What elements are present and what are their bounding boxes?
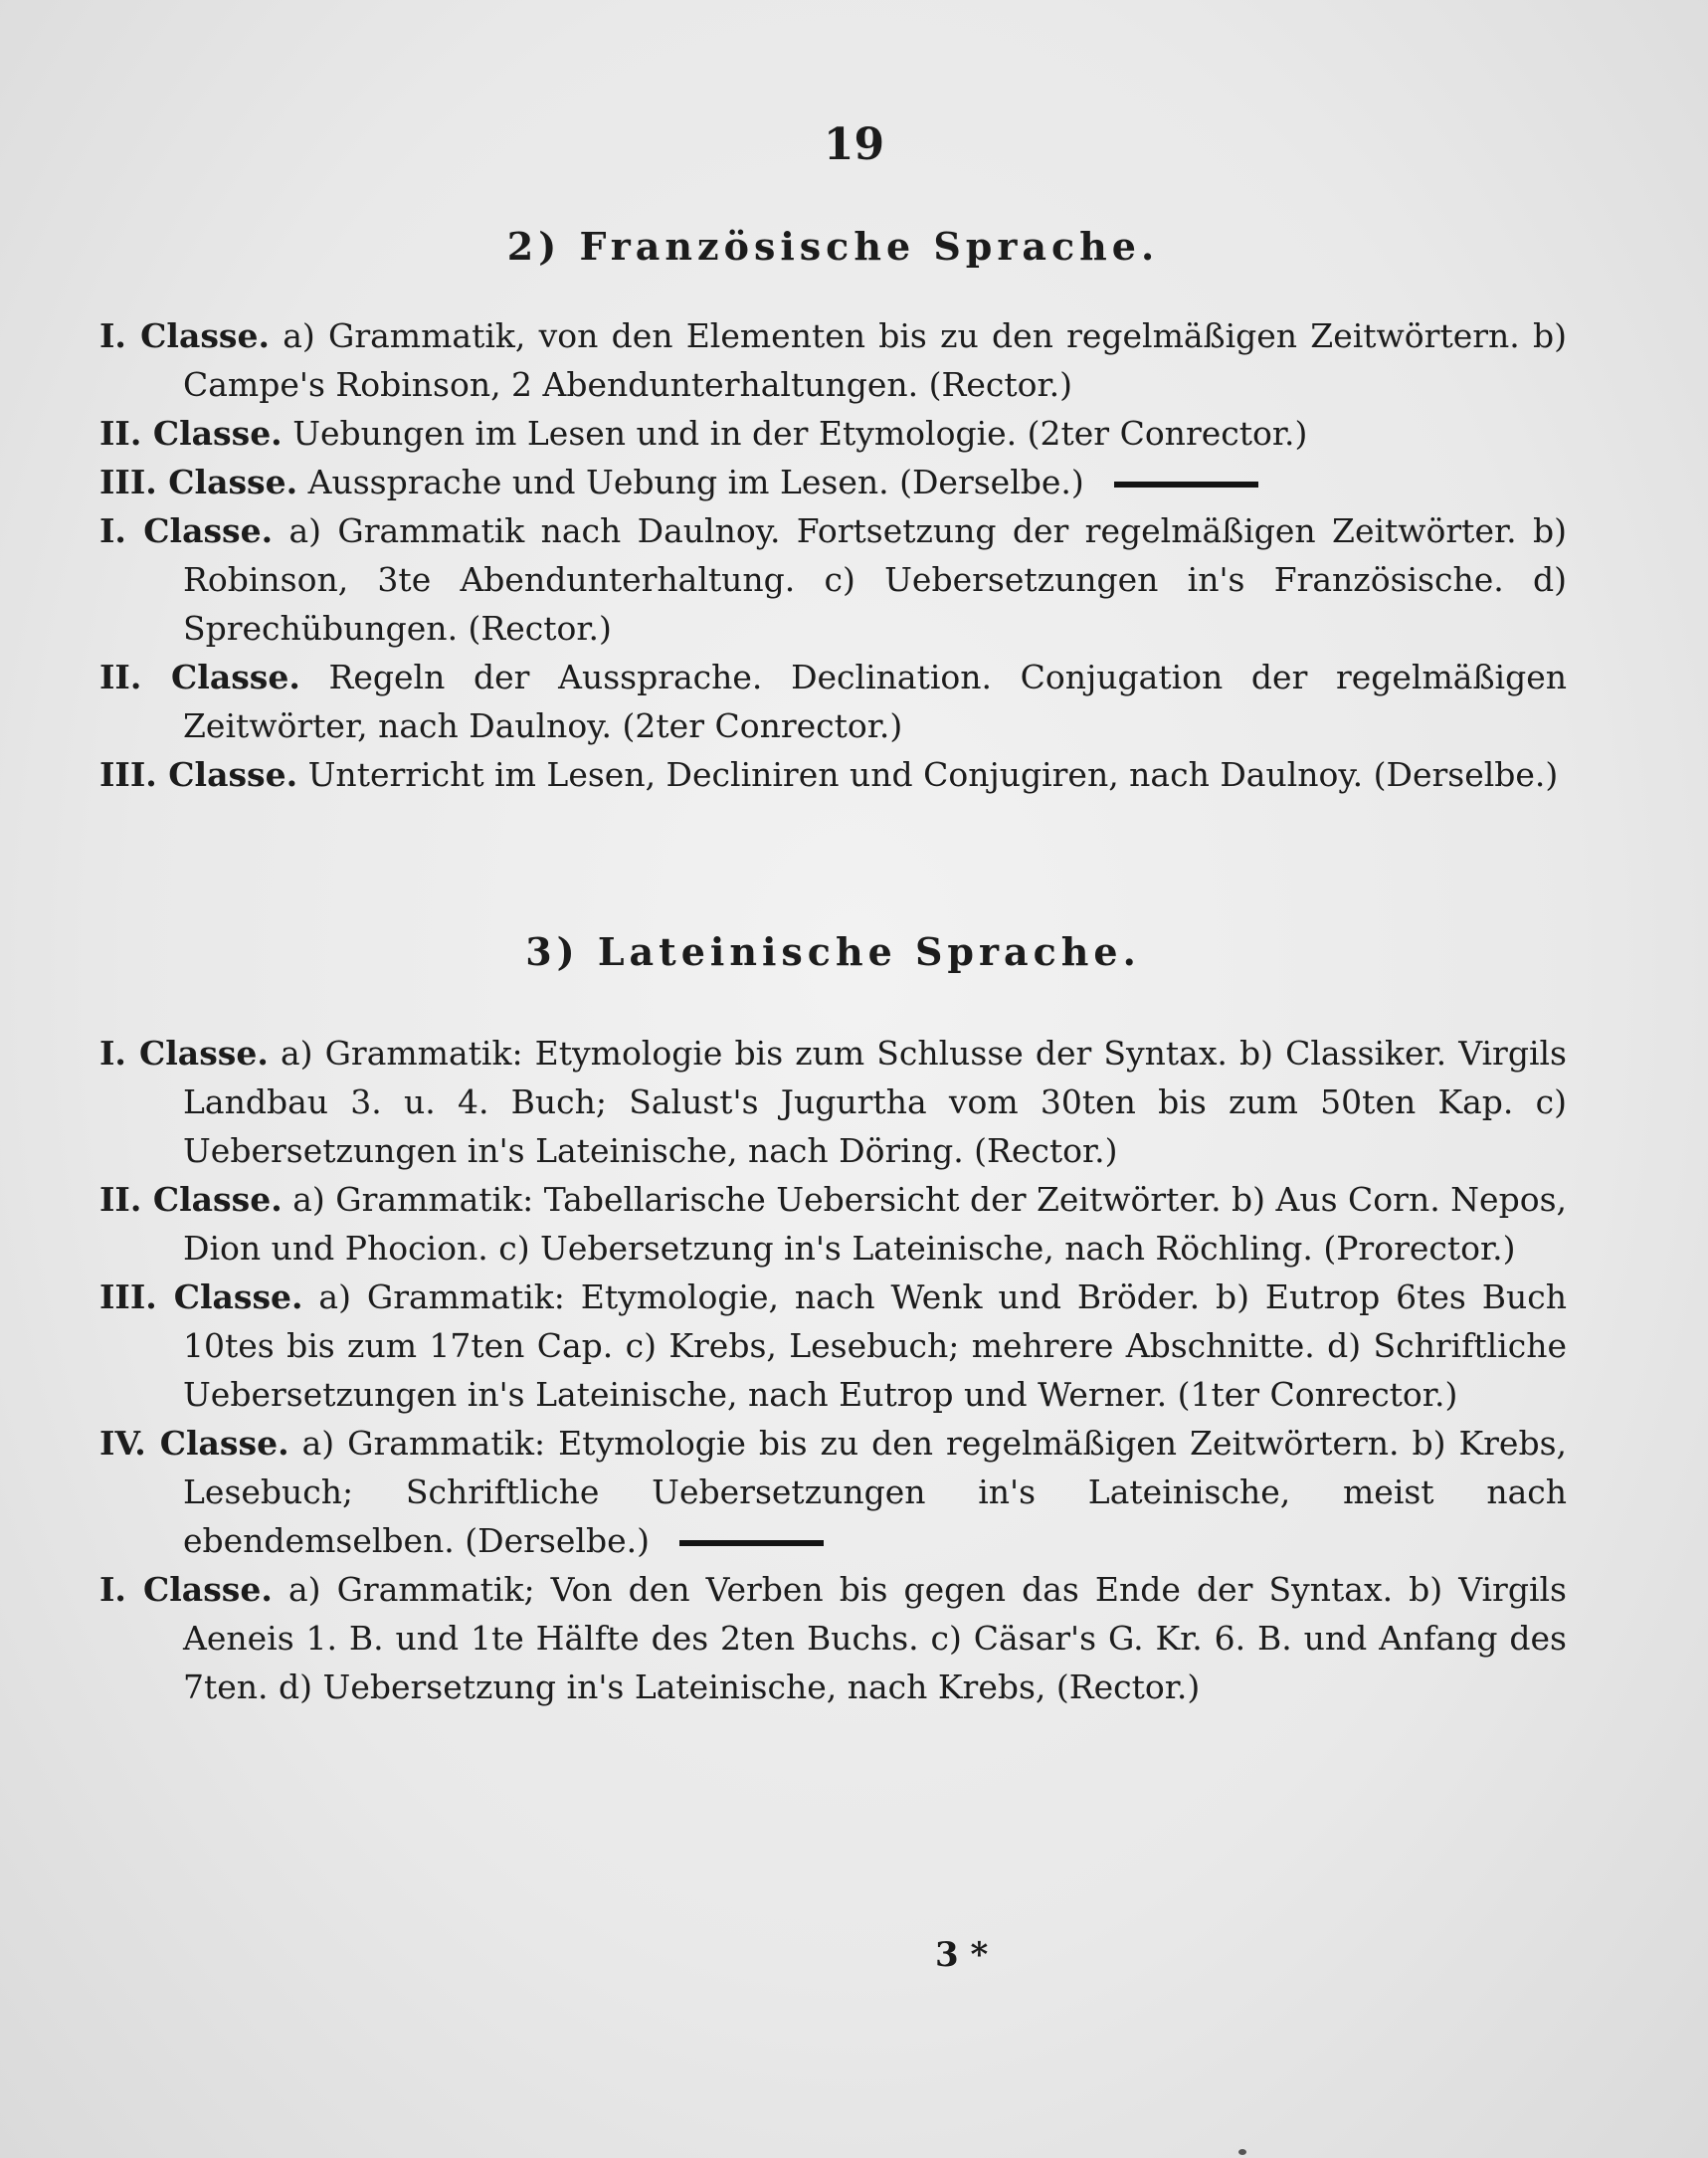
class-label: II. Classe. [99,658,300,696]
section-title-french: 2) Französische Sprache. [506,224,1160,269]
page-number: 19 [823,119,885,170]
entry-text: a) Grammatik: Tabellarische Uebersicht der Zeitwörter. b) Aus Corn. Nepos, Dion und Phocion. c) Uebersetzung in's Lateinische, nach Röchling. (Prorector.) [183,1180,1567,1268]
class-label: II. Classe. [99,414,283,453]
class-label: I. Classe. [99,1034,269,1073]
entry-french-4 [99,506,1567,653]
class-label: I. Classe. [99,1570,273,1609]
class-label: II. Classe. [99,1180,283,1219]
entry-text: a) Grammatik, von den Elementen bis zu den regelmäßigen Zeitwörtern. b) Campe's Robinson, 2 Abendunterhaltungen. (Rector.) [183,316,1567,404]
class-label: IV. Classe. [99,1424,289,1463]
class-label: III. Classe. [99,1277,303,1316]
separator-rule [679,1540,824,1546]
french-entries [99,311,1567,799]
section-latin [99,929,1567,974]
class-label: I. Classe. [99,511,274,550]
entry-text: a) Grammatik nach Daulnoy. Fortsetzung der regelmäßigen Zeitwörter. b) Robinson, 3te Abendunterhaltung. c) Uebersetzungen in's Französische. d) Sprechübungen. (Rector.) [183,511,1567,648]
entry-text: Unterricht im Lesen, Decliniren und Conjugiren, nach Daulnoy. (Derselbe.) [307,755,1559,794]
section-title-latin: 3) Lateinische Sprache. [525,929,1141,974]
entry-latin-3 [99,1273,1567,1419]
entry-text: a) Grammatik: Etymologie bis zum Schlusse der Syntax. b) Classiker. Virgils Landbau 3. u. 4. Buch; Salust's Jugurtha vom 30ten bis zum 50ten Kap. c) Uebersetzungen in's Lateinische, nach Döring. (Rector.) [183,1034,1567,1170]
class-label: III. Classe. [99,755,298,794]
section-french [99,224,1567,269]
entry-text: a) Grammatik; Von den Verben bis gegen das Ende der Syntax. b) Virgils Aeneis 1. B. und 1te Hälfte des 2ten Buchs. c) Cäsar's G. Kr. 6. B. und Anfang des 7ten. d) Uebersetzung in's Lateinische, nach Krebs, (Rector.) [183,1570,1567,1706]
entry-latin-1 [99,1029,1567,1175]
entry-french-3 [99,458,1567,506]
separator-rule [1114,482,1258,488]
entry-latin-4 [99,1419,1567,1565]
entry-text: a) Grammatik: Etymologie bis zu den regelmäßigen Zeitwörtern. b) Krebs, Lesebuch; Schriftliche Uebersetzungen in's Lateinische, meist nach ebendemselben. (Derselbe.) [183,1424,1567,1560]
printer-signature: 3 * [935,1935,989,1975]
entry-text: Regeln der Aussprache. Declination. Conjugation der regelmäßigen Zeitwörter, nach Daulnoy. (2ter Conrector.) [183,658,1567,745]
class-label: I. Classe. [99,316,270,355]
entry-french-1 [99,311,1567,409]
entry-latin-5 [99,1565,1567,1711]
class-label: III. Classe. [99,463,298,501]
entry-text: a) Grammatik: Etymologie, nach Wenk und Bröder. b) Eutrop 6tes Buch 10tes bis zum 17ten Cap. c) Krebs, Lesebuch; mehrere Abschnitte. d) Schriftliche Uebersetzungen in's Lateinische, nach Eutrop und Werner. (1ter Conrector.) [183,1277,1567,1414]
latin-entries [99,1029,1567,1711]
entry-text: Aussprache und Uebung im Lesen. (Derselbe.) [307,463,1084,501]
entry-latin-2 [99,1175,1567,1273]
entry-french-5 [99,653,1567,750]
entry-text: Uebungen im Lesen und in der Etymologie. (2ter Conrector.) [292,414,1308,453]
entry-french-2 [99,409,1567,458]
entry-french-6 [99,750,1567,799]
paper-speck [1238,2149,1246,2155]
